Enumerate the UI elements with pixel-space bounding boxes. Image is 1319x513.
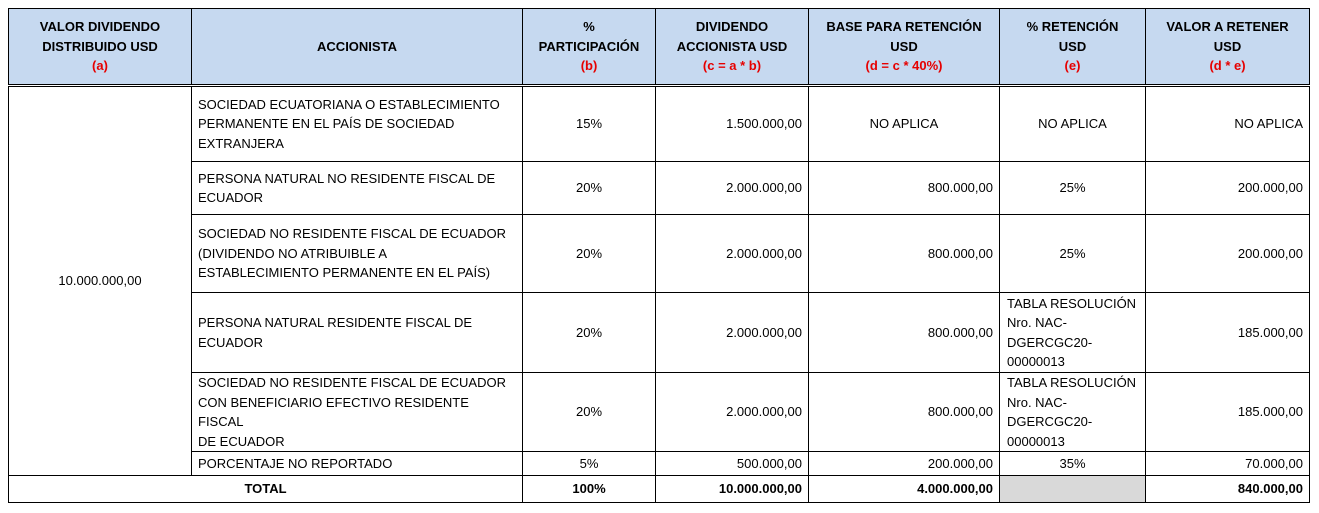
valor-cell: 200.000,00 (1146, 215, 1310, 293)
valor-cell: 185.000,00 (1146, 373, 1310, 452)
total-base: 4.000.000,00 (809, 476, 1000, 503)
dividendo-cell: 2.000.000,00 (656, 215, 809, 293)
accionista-cell (192, 373, 523, 452)
total-participacion: 100% (523, 476, 656, 503)
retencion-cell (1000, 452, 1146, 476)
valor-cell: 70.000,00 (1146, 452, 1310, 476)
header-line: USD (890, 38, 918, 54)
retencion-cell (1000, 162, 1146, 215)
base-cell: NO APLICA (809, 87, 1000, 162)
accionista-line: PERSONA NATURAL NO RESIDENTE FISCAL DE (198, 170, 496, 186)
header-line: VALOR A RETENER (1166, 19, 1289, 35)
accionista-line: (DIVIDENDO NO ATRIBUIBLE A (198, 245, 388, 261)
base-cell: 800.000,00 (809, 293, 1000, 373)
dividend-withholding-table (8, 8, 1310, 503)
header-valor-retener (1146, 9, 1310, 85)
header-line: PARTICIPACIÓN (538, 38, 640, 54)
retencion-line: DGERCGC20- (1007, 334, 1093, 350)
header-porcentaje-retencion (1000, 9, 1146, 85)
accionista-cell (192, 87, 523, 162)
accionista-line: ECUADOR (198, 334, 264, 350)
table-row (9, 162, 1310, 215)
accionista-line: SOCIEDAD ECUATORIANA O ESTABLECIMIENTO (198, 96, 500, 112)
table-row (9, 373, 1310, 452)
total-valor: 840.000,00 (1146, 476, 1310, 503)
base-cell: 800.000,00 (809, 162, 1000, 215)
accionista-line: SOCIEDAD NO RESIDENTE FISCAL DE ECUADOR (198, 226, 506, 242)
retencion-line: 35% (1059, 455, 1086, 471)
participacion-cell: 20% (523, 373, 656, 452)
header-line: USD (1213, 38, 1242, 54)
accionista-line: ESTABLECIMIENTO PERMANENTE EN EL PAÍS) (198, 265, 491, 281)
base-cell: 800.000,00 (809, 215, 1000, 293)
header-row (9, 9, 1310, 85)
retencion-cell (1000, 215, 1146, 293)
header-formula: (d * e) (1209, 58, 1246, 74)
participacion-cell: 20% (523, 215, 656, 293)
accionista-line: EXTRANJERA (198, 135, 284, 151)
base-cell: 200.000,00 (809, 452, 1000, 476)
accionista-line: PERSONA NATURAL RESIDENTE FISCAL DE (198, 315, 473, 330)
header-line: % (583, 19, 595, 35)
participacion-cell: 15% (523, 87, 656, 162)
retencion-line: 25% (1059, 245, 1086, 261)
valor-cell: 185.000,00 (1146, 293, 1310, 373)
retencion-line: TABLA RESOLUCIÓN (1007, 295, 1137, 311)
total-dividendo: 10.000.000,00 (656, 476, 809, 503)
accionista-line: SOCIEDAD NO RESIDENTE FISCAL DE ECUADOR (198, 375, 506, 390)
header-formula: (d = c * 40%) (865, 58, 943, 74)
accionista-cell (192, 215, 523, 293)
table-row (9, 293, 1310, 373)
retencion-line: 25% (1059, 180, 1086, 196)
accionista-cell (192, 293, 523, 373)
retencion-line: Nro. NAC- (1007, 394, 1067, 410)
retencion-line: Nro. NAC- (1007, 315, 1067, 330)
header-formula: (a) (92, 58, 108, 74)
header-line: VALOR DIVIDENDO (39, 19, 161, 35)
header-dividendo-accionista (656, 9, 809, 85)
retencion-line: 00000013 (1007, 354, 1065, 369)
total-row (9, 476, 1310, 503)
dividendo-cell: 2.000.000,00 (656, 373, 809, 452)
header-formula: (b) (580, 58, 598, 74)
dividendo-cell: 2.000.000,00 (656, 293, 809, 373)
header-line: % RETENCIÓN (1026, 19, 1119, 35)
retencion-cell (1000, 293, 1146, 373)
retencion-line: TABLA RESOLUCIÓN (1007, 375, 1137, 390)
participacion-cell: 5% (523, 452, 656, 476)
accionista-cell (192, 452, 523, 476)
header-participacion (523, 9, 656, 85)
retencion-line: DGERCGC20- (1007, 414, 1093, 429)
header-formula: (e) (1064, 58, 1081, 74)
accionista-line: ECUADOR (198, 190, 264, 205)
participacion-cell: 20% (523, 162, 656, 215)
header-line: BASE PARA RETENCIÓN (826, 19, 982, 35)
accionista-line: DE ECUADOR (198, 433, 285, 449)
header-base-retencion (809, 9, 1000, 85)
header-accionista (192, 9, 523, 85)
accionista-line: PERMANENTE EN EL PAÍS DE SOCIEDAD (198, 116, 455, 132)
base-cell: 800.000,00 (809, 373, 1000, 452)
header-line: USD (1058, 38, 1087, 54)
dividendo-cell: 500.000,00 (656, 452, 809, 476)
header-formula: (c = a * b) (702, 58, 762, 74)
header-line: DIVIDENDO (695, 19, 769, 35)
header-line: ACCIONISTA (317, 38, 397, 54)
dividendo-cell: 2.000.000,00 (656, 162, 809, 215)
accionista-line: CON BENEFICIARIO EFECTIVO RESIDENTE FISCAL (198, 394, 469, 429)
table-row (9, 215, 1310, 293)
total-dividend-cell: 10.000.000,00 (9, 87, 192, 476)
accionista-line: PORCENTAJE NO REPORTADO (198, 455, 393, 471)
participacion-cell: 20% (523, 293, 656, 373)
header-line: ACCIONISTA USD (676, 38, 788, 54)
total-retencion-empty (1000, 476, 1146, 503)
valor-cell: 200.000,00 (1146, 162, 1310, 215)
valor-cell: NO APLICA (1146, 87, 1310, 162)
header-line: DISTRIBUIDO USD (42, 38, 158, 54)
table-row (9, 87, 1310, 162)
header-valor-dividendo (9, 9, 192, 85)
retencion-line: 00000013 (1007, 433, 1065, 449)
retencion-cell (1000, 373, 1146, 452)
dividendo-cell: 1.500.000,00 (656, 87, 809, 162)
retencion-cell (1000, 87, 1146, 162)
total-label: TOTAL (9, 476, 523, 503)
table-row (9, 452, 1310, 476)
retencion-line: NO APLICA (1038, 116, 1107, 132)
accionista-cell (192, 162, 523, 215)
